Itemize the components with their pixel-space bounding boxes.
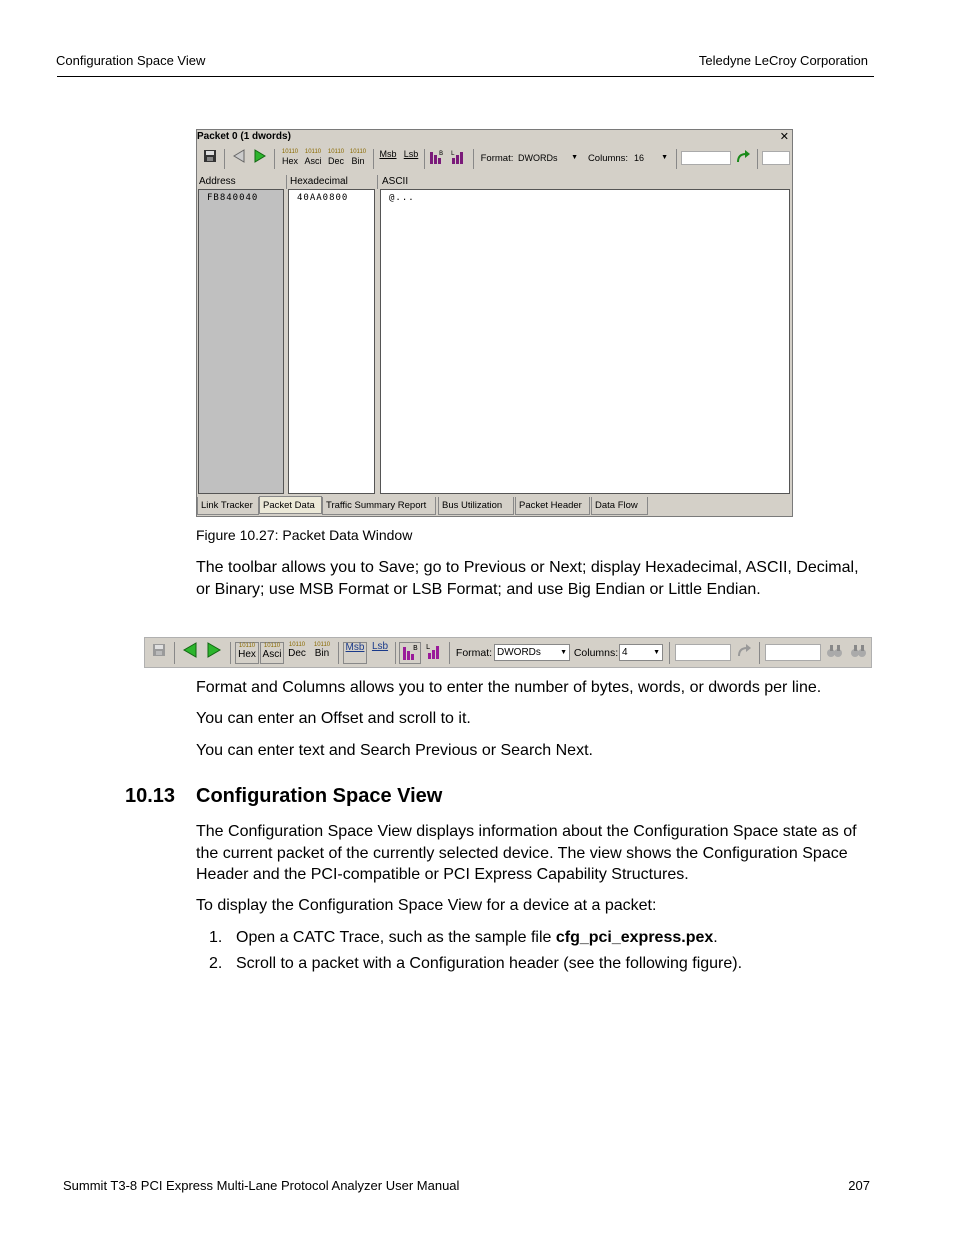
chevron-down-icon: ▼ xyxy=(653,649,660,656)
offset-input[interactable] xyxy=(681,151,731,165)
format-value: DWORDs xyxy=(497,647,541,658)
close-icon[interactable]: ✕ xyxy=(779,131,789,143)
toolbar-separator xyxy=(174,642,175,664)
little-endian-icon[interactable] xyxy=(423,642,445,664)
little-endian-icon[interactable] xyxy=(449,149,467,169)
footer-title: Summit T3-8 PCI Express Multi-Lane Protocol Analyzer User Manual xyxy=(63,1178,460,1193)
header-rule xyxy=(57,76,874,77)
step-1-number: 1. xyxy=(209,929,223,946)
paragraph-display-steps: To display the Configuration Space View for a device at a packet: xyxy=(196,897,657,914)
bin-caption: 10110 xyxy=(313,642,331,648)
tab-link-tracker[interactable]: Link Tracker xyxy=(197,497,259,515)
hex-label: Hex xyxy=(238,649,256,660)
asci-caption: 10110 xyxy=(304,149,322,155)
svg-text:L: L xyxy=(426,643,430,651)
hex-pane xyxy=(288,189,375,494)
window-title: Packet 0 (1 dwords) xyxy=(197,131,291,142)
dec-caption: 10110 xyxy=(288,642,306,648)
ascii-button[interactable] xyxy=(302,149,324,169)
binary-button[interactable] xyxy=(347,149,369,169)
save-icon[interactable] xyxy=(201,149,219,169)
hex-caption: 10110 xyxy=(238,643,256,649)
step-1-text: Open a CATC Trace, such as the sample file xyxy=(236,929,556,946)
columns-label: Columns: xyxy=(587,153,629,164)
hex-label: Hex xyxy=(281,156,298,166)
format-select[interactable] xyxy=(515,151,581,165)
toolbar-separator xyxy=(224,149,225,169)
asci-label: Asci xyxy=(304,156,322,166)
step-2-text: Scroll to a packet with a Configuration header (see the following figure). xyxy=(236,955,743,972)
previous-arrow-icon[interactable] xyxy=(180,642,200,664)
tab-bus-utilization[interactable]: Bus Utilization xyxy=(438,497,514,515)
bottom-tab-strip xyxy=(197,496,792,516)
columns-label: Columns: xyxy=(573,647,619,659)
window-title-bar xyxy=(197,130,792,144)
paragraph-format-columns: Format and Columns allows you to enter the number of bytes, words, or dwords per line. xyxy=(196,679,822,696)
toolbar-separator xyxy=(449,642,450,664)
search-input[interactable] xyxy=(762,151,790,165)
format-label: Format: xyxy=(480,153,514,164)
lsb-button[interactable]: Lsb xyxy=(403,149,419,159)
section-number: 10.13 xyxy=(125,785,176,807)
toolbar-separator xyxy=(373,149,374,169)
packet-toolbar-enlarged xyxy=(144,637,872,668)
chevron-down-icon: ▼ xyxy=(560,649,567,656)
dec-label: Dec xyxy=(327,156,344,166)
save-icon[interactable] xyxy=(149,642,169,664)
msb-button[interactable]: Msb xyxy=(343,642,367,664)
address-column-header: Address xyxy=(197,175,287,189)
ascii-column-header: ASCII xyxy=(382,176,409,187)
toolbar-separator xyxy=(759,642,760,664)
chevron-down-icon: ▼ xyxy=(661,154,668,161)
search-previous-icon[interactable] xyxy=(825,642,845,664)
paragraph-search: You can enter text and Search Previous or Search Next. xyxy=(196,742,593,759)
asci-caption: 10110 xyxy=(263,643,281,649)
hex-button[interactable] xyxy=(279,149,301,169)
figure-caption: Figure 10.27: Packet Data Window xyxy=(196,527,413,543)
chevron-down-icon: ▼ xyxy=(571,154,578,161)
decimal-button[interactable] xyxy=(285,642,309,664)
ascii-pane xyxy=(380,189,790,494)
paragraph-offset: You can enter an Offset and scroll to it. xyxy=(196,710,471,727)
binary-button[interactable] xyxy=(310,642,334,664)
lsb-button[interactable]: Lsb xyxy=(371,641,389,652)
dec-label: Dec xyxy=(288,648,306,659)
next-arrow-icon[interactable] xyxy=(204,642,224,664)
tab-packet-data[interactable]: Packet Data xyxy=(259,496,322,514)
ascii-value: @... xyxy=(389,193,415,203)
tab-packet-header[interactable]: Packet Header xyxy=(515,497,590,515)
hex-column-header: Hexadecimal xyxy=(288,175,378,189)
msb-button[interactable]: Msb xyxy=(379,149,397,159)
toolbar-separator xyxy=(424,149,425,169)
svg-text:L: L xyxy=(451,150,455,157)
hex-caption: 10110 xyxy=(281,149,299,155)
toolbar-separator xyxy=(676,149,677,169)
columns-select[interactable] xyxy=(631,151,671,165)
toolbar-separator xyxy=(338,642,339,664)
paragraph-toolbar: The toolbar allows you to Save; go to Previous or Next; display Hexadecimal, ASCII, Decimal, or Binary; use MSB Format or LSB Format; and use Big Endian or Little Endian. xyxy=(196,559,859,598)
bin-label: Bin xyxy=(314,648,330,659)
columns-select[interactable] xyxy=(619,644,663,661)
step-1 xyxy=(236,927,876,949)
offset-input[interactable] xyxy=(675,644,731,661)
toolbar-separator xyxy=(757,149,758,169)
ascii-button[interactable] xyxy=(260,642,284,664)
sample-file-name: cfg_pci_express.pex xyxy=(555,929,714,946)
step-2-number: 2. xyxy=(209,955,223,972)
address-pane xyxy=(198,189,284,494)
tab-data-flow[interactable]: Data Flow xyxy=(591,497,648,515)
tab-traffic-summary-report[interactable]: Traffic Summary Report xyxy=(322,497,436,515)
search-input[interactable] xyxy=(765,644,821,661)
hex-value: 40AA0800 xyxy=(297,193,349,203)
toolbar-separator xyxy=(274,149,275,169)
toolbar-separator xyxy=(230,642,231,664)
packet-data-window xyxy=(196,129,793,517)
format-label: Format: xyxy=(455,647,493,659)
format-value: DWORDs xyxy=(518,153,558,163)
columns-value: 4 xyxy=(622,647,628,658)
svg-text:B: B xyxy=(413,644,418,652)
big-endian-icon[interactable] xyxy=(428,149,446,169)
format-select[interactable] xyxy=(494,644,570,661)
previous-arrow-icon[interactable] xyxy=(231,149,247,169)
packet-toolbar xyxy=(197,147,792,171)
toolbar-separator xyxy=(395,642,396,664)
asci-label: Asci xyxy=(262,649,282,660)
step-1-end: . xyxy=(713,929,718,946)
svg-text:B: B xyxy=(439,150,444,157)
hex-button[interactable] xyxy=(235,642,259,664)
section-title: Configuration Space View xyxy=(196,785,443,807)
go-to-offset-icon[interactable] xyxy=(734,149,752,169)
go-to-offset-icon[interactable] xyxy=(734,642,754,664)
bin-label: Bin xyxy=(351,156,365,166)
decimal-button[interactable] xyxy=(325,149,347,169)
columns-value: 16 xyxy=(634,153,645,163)
dec-caption: 10110 xyxy=(327,149,345,155)
paragraph-config-space: The Configuration Space View displays information about the Configuration Space state as of the current packet of the currently selected device. The view shows the Configuration Space Header and the PCI-compatible or PCI Express Capability Structures. xyxy=(196,823,857,883)
page-number: 207 xyxy=(848,1178,870,1193)
next-arrow-icon[interactable] xyxy=(252,149,268,169)
search-next-icon[interactable] xyxy=(849,642,869,664)
running-header-left: Configuration Space View xyxy=(56,53,206,68)
toolbar-separator xyxy=(473,149,474,169)
running-header-right: Teledyne LeCroy Corporation xyxy=(698,53,868,68)
bin-caption: 10110 xyxy=(349,149,367,155)
address-value: FB840040 xyxy=(207,193,259,203)
toolbar-separator xyxy=(669,642,670,664)
big-endian-icon[interactable] xyxy=(399,642,421,664)
